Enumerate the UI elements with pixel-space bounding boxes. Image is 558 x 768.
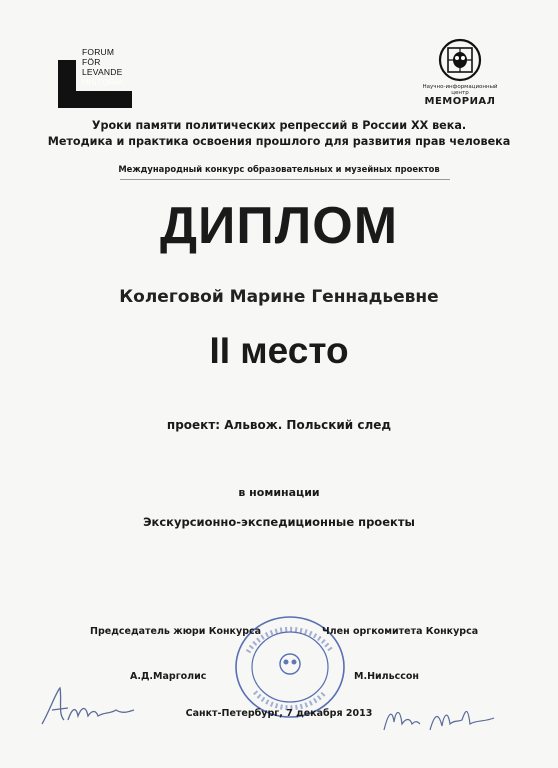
recipient-name: Колеговой Марине Геннадьевне — [119, 287, 439, 307]
nomination-name: Экскурсионно-экспедиционные проекты — [143, 515, 415, 529]
memorial-logo — [420, 38, 500, 118]
memorial-emblem-icon — [438, 38, 482, 82]
place-and-date: Санкт-Петербург, 7 декабря 2013 — [185, 708, 373, 719]
award-place: II место — [209, 330, 349, 371]
logo-line-for: FÖR — [82, 57, 101, 67]
diploma-title: ДИПЛОМ — [159, 197, 399, 255]
committee-member-name: М.Нильссон — [354, 671, 419, 682]
logo-line-levande: LEVANDE — [82, 67, 123, 77]
logo-text — [82, 47, 124, 87]
header-line-1: Уроки памяти политических репрессий в России XX века. — [91, 119, 467, 132]
logo-line-historia: HISTORIA — [82, 77, 124, 87]
logo-l-horizontal — [58, 91, 132, 108]
jury-chair-title: Председатель жюри Конкурса — [90, 626, 262, 637]
project-title: проект: Альвож. Польский след — [166, 418, 392, 432]
memorial-caption: Научно-информационный центр — [422, 84, 498, 96]
forum-for-levande-historia-logo — [52, 46, 132, 108]
contest-name: Международный конкурс образовательных и музейных проектов — [118, 164, 440, 174]
jury-chair-name: А.Д.Марголис — [130, 671, 207, 682]
committee-member-title: Член оргкомитета Конкурса — [322, 626, 479, 637]
logo-line-forum: FORUM — [82, 47, 115, 57]
header-line-2: Методика и практика освоения прошлого для развития прав человека — [47, 135, 511, 148]
nomination-label: в номинации — [238, 486, 320, 499]
jury-chair-signature-icon — [38, 680, 138, 730]
header-divider — [120, 179, 450, 180]
memorial-name: МЕМОРИАЛ — [424, 96, 496, 107]
